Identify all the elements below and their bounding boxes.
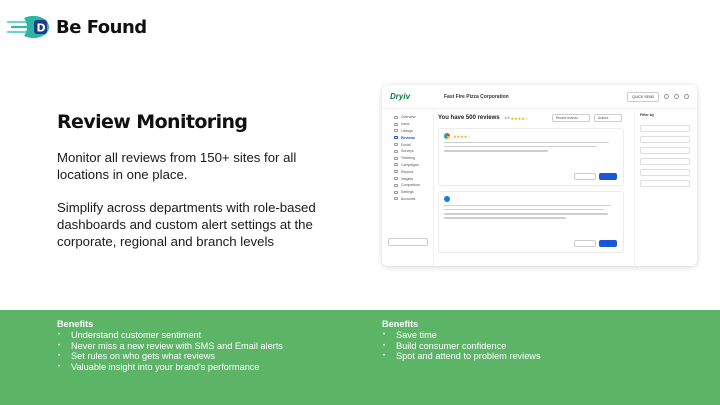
filter-select — [640, 180, 690, 187]
benefit-item: • Set rules on who gets what reviews — [57, 351, 367, 362]
benefit-item: • Build consumer confidence — [382, 341, 702, 352]
sidebar-item-label: Ticketing — [401, 156, 415, 161]
benefit-item: • Never miss a new review with SMS and Email alerts — [57, 341, 367, 352]
facebook-icon — [444, 196, 450, 202]
logo-icon — [6, 14, 52, 40]
rating-stars: ★★★★☆ — [510, 115, 529, 121]
screenshot-sidebar-item — [382, 196, 433, 203]
benefits-left-list — [57, 330, 367, 373]
filter-select — [640, 125, 690, 132]
sidebar-item-label: Reviews — [401, 135, 416, 140]
sidebar-item-icon — [394, 163, 398, 166]
filter-select — [640, 136, 690, 143]
sidebar-item-label: Insights — [401, 176, 414, 181]
screenshot-topbar — [382, 85, 697, 109]
screenshot-logo: Dryiv — [390, 92, 411, 101]
sidebar-item-label: Settings — [401, 190, 414, 195]
actions-select: Actions — [594, 114, 622, 122]
screenshot-main — [438, 113, 624, 266]
brand-logo — [6, 14, 147, 40]
sidebar-item-icon — [394, 157, 398, 160]
sidebar-item-icon — [394, 143, 398, 146]
sidebar-item-icon — [394, 116, 398, 119]
filter-title: Filter by — [640, 113, 654, 117]
benefit-item: • Valuable insight into your brand's performance — [57, 362, 367, 373]
benefits-right-title: Benefits — [382, 319, 419, 329]
sidebar-item-icon — [394, 177, 398, 180]
brand-name: Be Found — [56, 16, 147, 38]
sidebar-item-label: Inbox — [401, 122, 410, 127]
screenshot-sidebar-item — [382, 121, 433, 128]
section-title: Review Monitoring — [57, 111, 248, 133]
benefits-band — [0, 310, 720, 405]
screenshot-sidebar-item — [382, 148, 433, 155]
section-paragraph-1: Monitor all reviews from 150+ sites for all locations in one place. — [57, 150, 297, 182]
benefits-left — [57, 319, 367, 373]
review-reply-button — [599, 173, 617, 180]
sidebar-item-icon — [394, 170, 398, 173]
help-icon — [664, 94, 669, 99]
filter-select — [640, 158, 690, 165]
sidebar-item-icon — [394, 184, 398, 187]
review-count-title: You have 500 reviews — [438, 115, 500, 121]
screenshot-sidebar-item — [382, 175, 433, 182]
sidebar-item-label: Social — [401, 142, 411, 147]
benefit-item: • Save time — [382, 330, 702, 341]
screenshot-sidebar-item — [382, 114, 433, 121]
benefit-item: • Spot and attend to problem reviews — [382, 351, 702, 362]
screenshot-company: Fast Fire Pizza Corporation — [444, 93, 509, 100]
benefits-left-title: Benefits — [57, 319, 94, 329]
screenshot-sidebar-item — [382, 134, 433, 141]
screenshot-sidebar-item — [382, 162, 433, 169]
sidebar-item-label: Competitors — [401, 183, 420, 188]
product-screenshot — [382, 85, 697, 266]
rating-value: 4.9 — [504, 116, 510, 120]
sidebar-item-icon — [394, 136, 398, 139]
screenshot-sidebar-item — [382, 128, 433, 135]
review-actions-button — [574, 173, 596, 180]
sidebar-item-label: Overview — [401, 115, 416, 120]
screenshot-location-select — [388, 238, 428, 246]
review-reply-button — [599, 240, 617, 247]
screenshot-sidebar-item — [382, 141, 433, 148]
settings-icon — [674, 94, 679, 99]
sidebar-item-icon — [394, 150, 398, 153]
sidebar-item-label: Reports — [401, 169, 414, 174]
sidebar-item-label: Accounts — [401, 196, 416, 201]
google-icon — [444, 133, 450, 139]
benefits-right-list — [382, 330, 702, 362]
sidebar-item-icon — [394, 197, 398, 200]
screenshot-filter-panel — [634, 113, 690, 266]
sort-select: Recent reviews — [552, 114, 590, 122]
sidebar-item-icon — [394, 129, 398, 132]
avatar — [684, 94, 689, 99]
sidebar-item-label: Campaigns — [401, 162, 419, 167]
review-card — [438, 128, 624, 186]
screenshot-sidebar-item — [382, 155, 433, 162]
section-paragraph-2: Simplify across departments with role-based dashboards and custom alert settings at the corporate, regional and branch levels — [57, 200, 316, 249]
screenshot-sidebar-item — [382, 168, 433, 175]
benefits-right — [382, 319, 702, 362]
filter-select — [640, 169, 690, 176]
review-card — [438, 191, 624, 253]
quick-send-button: QUICK SEND — [627, 92, 659, 102]
screenshot-sidebar-item — [382, 189, 433, 196]
filter-select — [640, 147, 690, 154]
review-actions-button — [574, 240, 596, 247]
sidebar-item-icon — [394, 191, 398, 194]
sidebar-item-label: Surveys — [401, 149, 414, 154]
benefit-item: • Understand customer sentiment — [57, 330, 367, 341]
screenshot-sidebar-item — [382, 182, 433, 189]
sidebar-item-label: Listings — [401, 128, 413, 133]
svg-text:D: D — [36, 21, 46, 35]
review-stars: ★★★★☆ — [453, 133, 471, 139]
sidebar-item-icon — [394, 123, 398, 126]
